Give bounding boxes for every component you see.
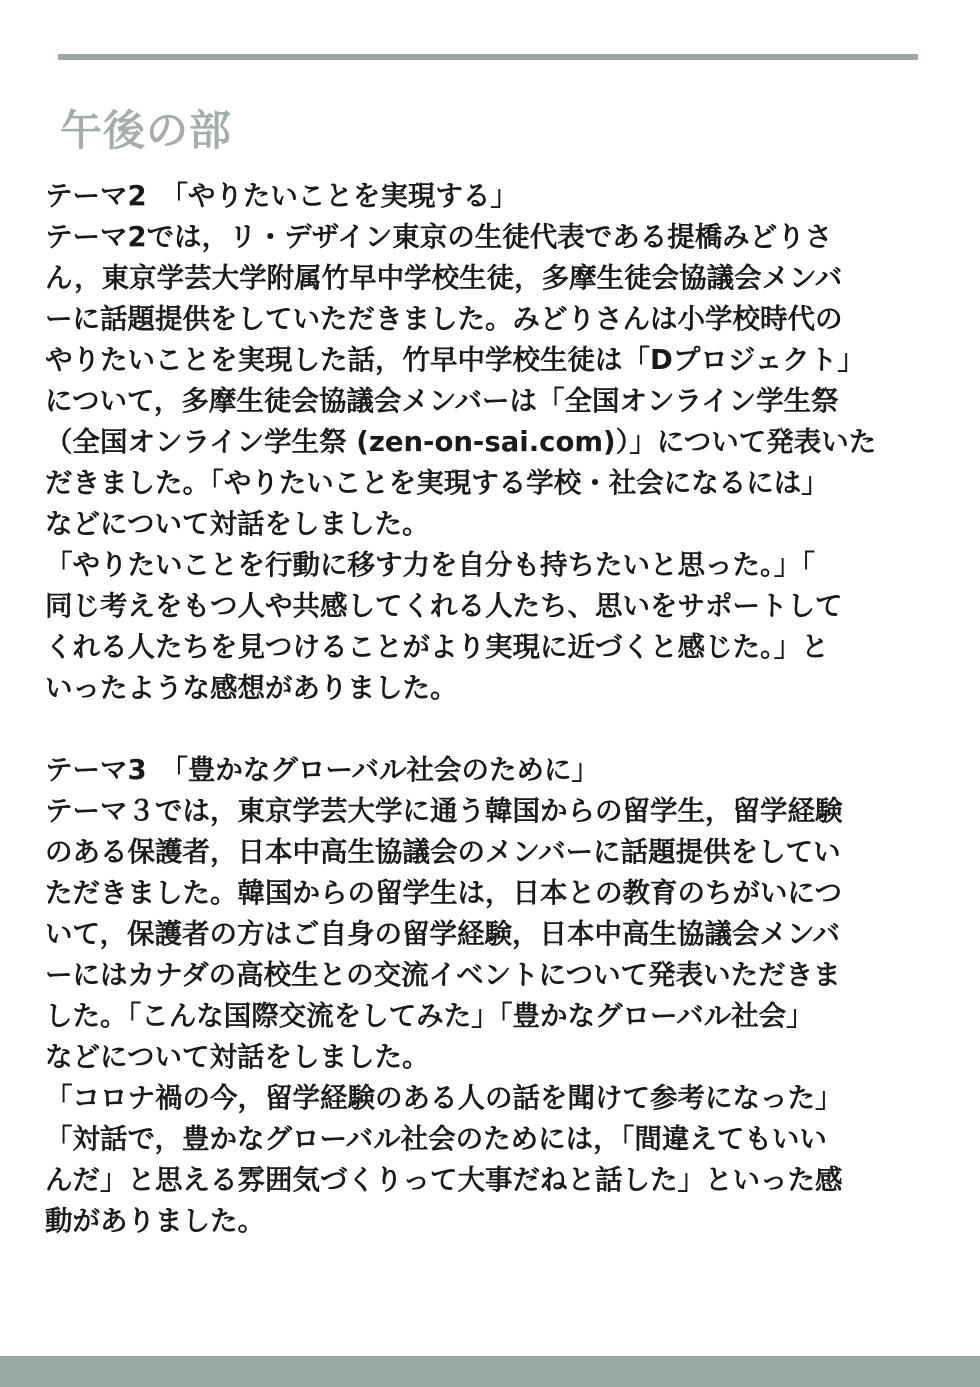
theme2-text-line: ーに話題提供をしていただきました。みどりさんは小学校時代の [45, 303, 843, 335]
document-body [45, 176, 920, 1242]
theme3-text-line: ーにはカナダの高校生との交流イベントについて発表いただきま [45, 959, 841, 991]
theme3-text-line: んだ」と思える雰囲気づくりって大事だねと話した」といった感 [45, 1164, 843, 1196]
theme3-title: テーマ3 「豊かなグローバル社会のために」 [45, 754, 600, 786]
section-heading: 午後の部 [60, 106, 233, 155]
theme3-text-line: ただきました。韓国からの留学生は，日本との教育のちがいにつ [45, 877, 842, 909]
theme3-text-line: テーマ３では，東京学芸大学に通う韓国からの留学生，留学経験 [45, 795, 843, 827]
theme3-text-line: などについて対話をしました。 [45, 1041, 430, 1073]
theme2-text-line: だきました。「やりたいことを実現する学校・社会になるには」 [45, 467, 829, 499]
theme3-text-line: した。「こんな国際交流をしてみた」「豊かなグローバル社会」 [45, 1000, 814, 1032]
theme3-text-line: 「対話で，豊かなグローバル社会のためには，「間違えてもいい [45, 1123, 827, 1155]
theme2-text-line: いったような感想がありました。 [45, 672, 458, 704]
section-spacer [45, 709, 920, 750]
theme2-text-line: 同じ考えをもつ人や共感してくれる人たち、思いをサポートして [45, 590, 843, 622]
theme2-title: テーマ2 「やりたいことを実現する」 [45, 180, 518, 212]
theme3-text-line: 動がありました。 [45, 1205, 265, 1237]
top-divider-rule [58, 54, 918, 60]
theme2-text-line: （全国オンライン学生祭 (zen-on-sai.com)）」について発表いた [45, 426, 877, 458]
theme2-text-line: 「やりたいことを行動に移す力を自分も持ちたいと思った。」「 [45, 549, 815, 581]
theme3-text-line: いて，保護者の方はご自身の留学経験，日本中高生協議会メンバ [45, 918, 841, 950]
theme3-section [45, 750, 920, 1242]
theme3-text-line: のある保護者，日本中高生協議会のメンバーに話題提供をしてい [45, 836, 841, 868]
theme2-text-line: やりたいことを実現した話，竹早中学校生徒は「Dプロジェクト」 [45, 344, 865, 376]
theme2-text-line: テーマ2では，リ・デザイン東京の生徒代表である提橋みどりさ [45, 221, 833, 253]
bottom-footer-bar [0, 1356, 980, 1387]
theme2-text-line: ん，東京学芸大学附属竹早中学校生徒，多摩生徒会協議会メンバ [45, 262, 843, 294]
theme2-text-line: などについて対話をしました。 [45, 508, 430, 540]
theme2-section [45, 176, 920, 709]
theme2-text-line: くれる人たちを見つけることがより実現に近づくと感じた。」と [45, 631, 829, 663]
theme2-text-line: について，多摩生徒会協議会メンバーは「全国オンライン学生祭 [45, 385, 839, 417]
theme3-text-line: 「コロナ禍の今，留学経験のある人の話を聞けて参考になった」 [45, 1082, 843, 1114]
